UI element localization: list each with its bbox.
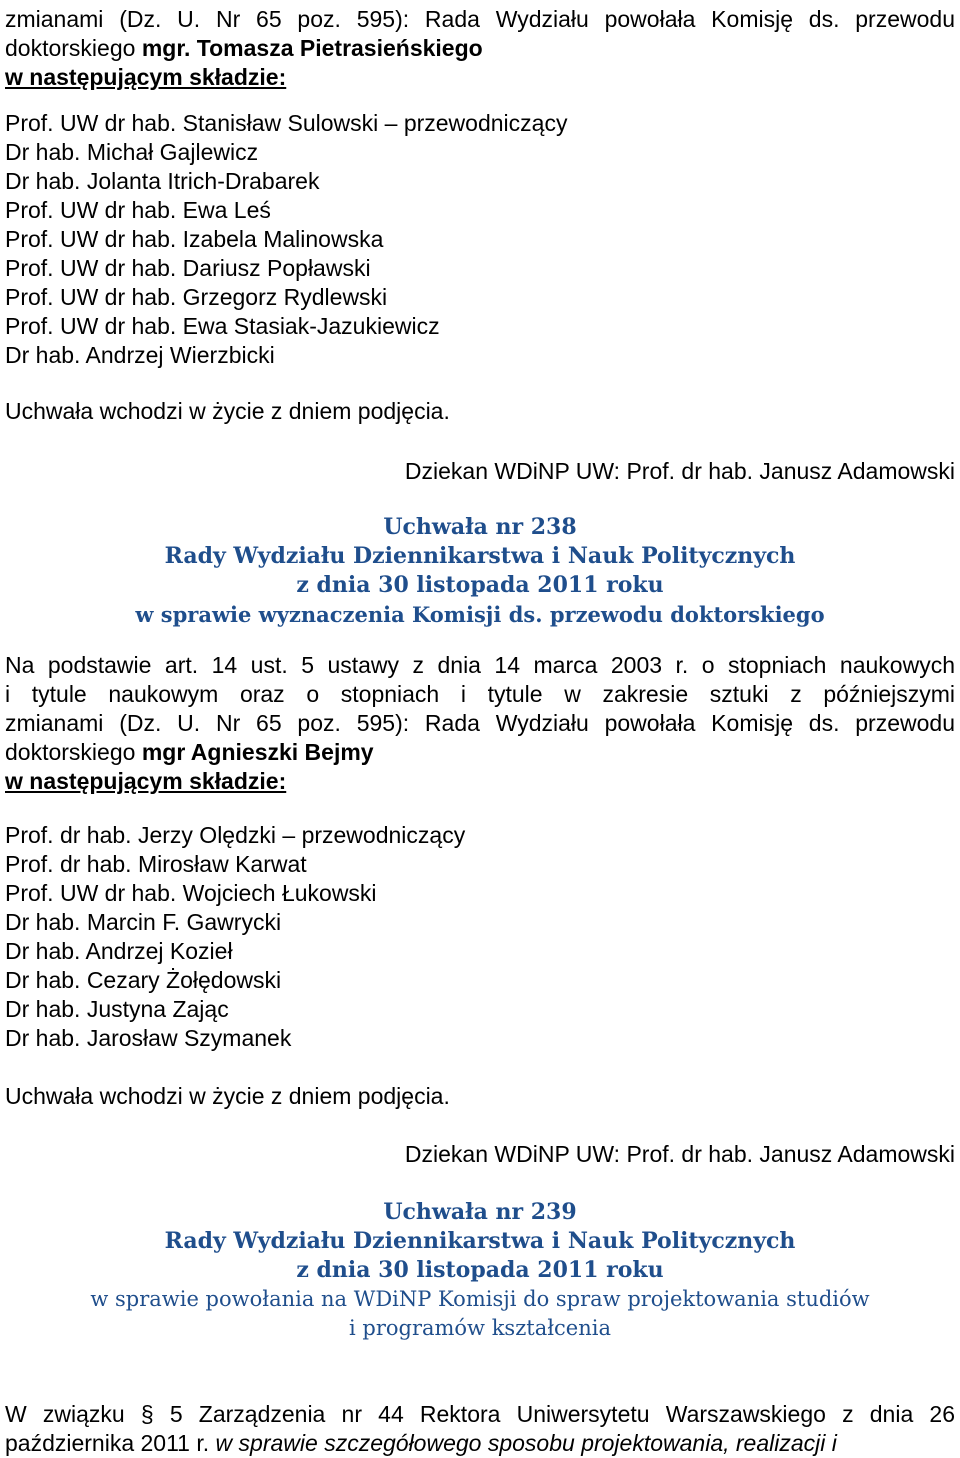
dean-signature: Dziekan WDiNP UW: Prof. dr hab. Janusz Adamowski bbox=[404, 1141, 955, 1167]
resolution-date: z dnia 30 listopada 2011 roku bbox=[296, 1257, 664, 1283]
resolution-council: Rady Wydziału Dziennikarstwa i Nauk Politycznych bbox=[164, 543, 796, 569]
body-line-2-text: października 2011 r. bbox=[5, 1430, 216, 1456]
resolution-council: Rady Wydziału Dziennikarstwa i Nauk Politycznych bbox=[164, 1228, 796, 1254]
member: Dr hab. Jarosław Szymanek bbox=[5, 1025, 292, 1051]
member: Dr hab. Andrzej Kozieł bbox=[5, 938, 233, 964]
member: Dr hab. Andrzej Wierzbicki bbox=[5, 342, 275, 368]
member: Prof. dr hab. Jerzy Olędzki – przewodniczący bbox=[5, 822, 466, 848]
effective-clause: Uchwała wchodzi w życie z dniem podjęcia. bbox=[5, 1083, 450, 1109]
composition-heading: w następującym składzie: bbox=[5, 768, 287, 794]
member: Prof. UW dr hab. Wojciech Łukowski bbox=[5, 880, 377, 906]
member: Dr hab. Marcin F. Gawrycki bbox=[5, 909, 282, 935]
candidate-name: mgr Agnieszki Bejmy bbox=[141, 739, 374, 765]
member: Prof. UW dr hab. Izabela Malinowska bbox=[5, 226, 384, 252]
body-line-1: W związku § 5 Zarządzenia nr 44 Rektora Uniwersytetu Warszawskiego z dnia 26 bbox=[5, 1401, 955, 1427]
candidate-name: mgr. Tomasza Pietrasieńskiego bbox=[141, 35, 483, 61]
body-line-2: i tytule naukowym oraz o stopniach i tytule w zakresie sztuki z późniejszymi bbox=[5, 681, 955, 707]
member: Dr hab. Cezary Żołędowski bbox=[5, 967, 282, 993]
resolution-title: Uchwała nr 239 bbox=[383, 1199, 577, 1225]
resolution-subject-line-2: i programów kształcenia bbox=[348, 1316, 611, 1340]
resolution-title: Uchwała nr 238 bbox=[383, 514, 577, 540]
dean-signature: Dziekan WDiNP UW: Prof. dr hab. Janusz Adamowski bbox=[404, 458, 955, 484]
effective-clause: Uchwała wchodzi w życie z dniem podjęcia. bbox=[5, 398, 450, 424]
member: Prof. dr hab. Mirosław Karwat bbox=[5, 851, 307, 877]
member: Dr hab. Justyna Zając bbox=[5, 996, 229, 1022]
member: Prof. UW dr hab. Stanisław Sulowski – przewodniczący bbox=[5, 110, 568, 136]
composition-heading: w następującym składzie: bbox=[5, 64, 287, 90]
body-line-4-text: doktorskiego bbox=[5, 739, 142, 765]
member: Prof. UW dr hab. Dariusz Popławski bbox=[5, 255, 371, 281]
member: Prof. UW dr hab. Ewa Stasiak-Jazukiewicz bbox=[5, 313, 440, 339]
member: Prof. UW dr hab. Ewa Leś bbox=[5, 197, 271, 223]
resolution-subject: w sprawie wyznaczenia Komisji ds. przewodu doktorskiego bbox=[135, 602, 825, 627]
intro-line-1: zmianami (Dz. U. Nr 65 poz. 595): Rada Wydziału powołała Komisję ds. przewodu bbox=[5, 6, 955, 32]
member: Dr hab. Jolanta Itrich-Drabarek bbox=[5, 168, 320, 194]
member: Prof. UW dr hab. Grzegorz Rydlewski bbox=[5, 284, 388, 310]
intro-line-2-text: doktorskiego bbox=[5, 35, 142, 61]
body-line-4 bbox=[5, 738, 374, 767]
intro-line-2 bbox=[5, 34, 483, 63]
body-line-3: zmianami (Dz. U. Nr 65 poz. 595): Rada Wydziału powołała Komisję ds. przewodu bbox=[5, 710, 955, 736]
body-line-2-italic: w sprawie szczegółowego sposobu projektowania, realizacji i bbox=[215, 1430, 837, 1456]
member: Dr hab. Michał Gajlewicz bbox=[5, 139, 259, 165]
body-line-2 bbox=[5, 1429, 955, 1458]
resolution-subject-line-1: w sprawie powołania na WDiNP Komisji do spraw projektowania studiów bbox=[90, 1287, 870, 1311]
body-line-1: Na podstawie art. 14 ust. 5 ustawy z dnia 14 marca 2003 r. o stopniach naukowych bbox=[5, 652, 955, 678]
resolution-date: z dnia 30 listopada 2011 roku bbox=[296, 572, 664, 598]
